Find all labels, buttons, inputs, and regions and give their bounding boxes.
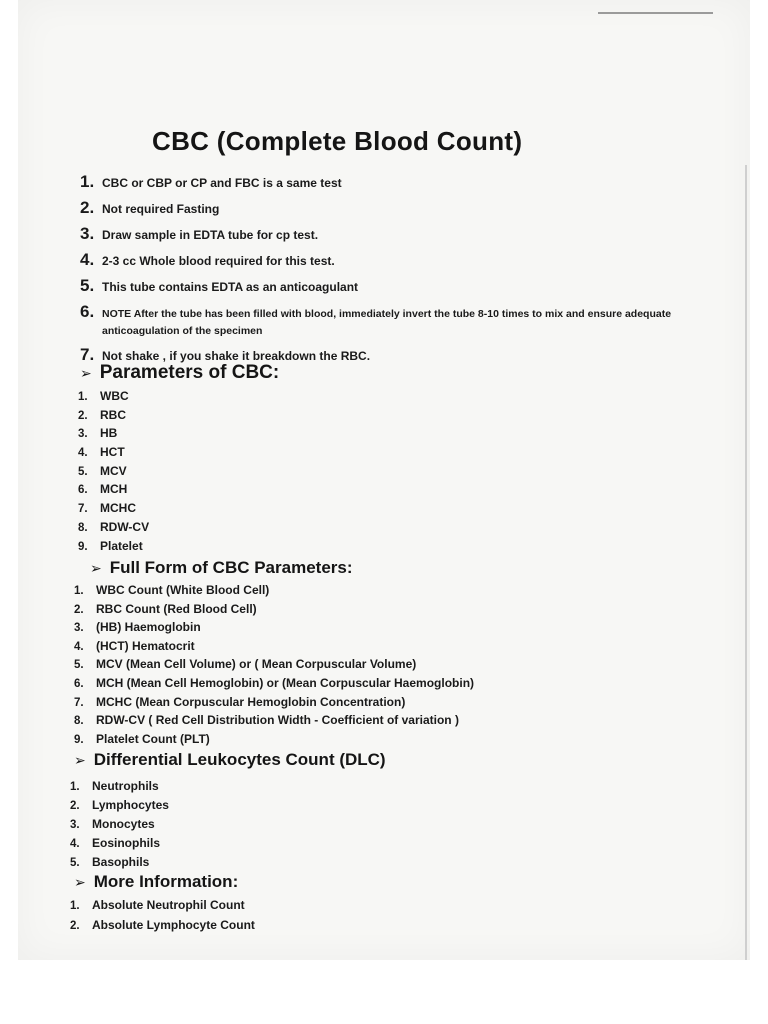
list-number: 9. (78, 540, 88, 553)
list-item-text: RBC (100, 407, 126, 422)
arrow-bullet-icon: ➢ (74, 752, 86, 768)
instruction-text: CBC or CBP or CP and FBC is a same test (102, 176, 342, 190)
list-item (74, 676, 474, 695)
instruction-item (80, 302, 700, 340)
list-number: 1. (70, 781, 80, 793)
list-item (70, 779, 169, 798)
arrow-bullet-icon: ➢ (74, 874, 86, 890)
instruction-number: 3. (80, 224, 95, 243)
list-item-text: Absolute Lymphocyte Count (92, 917, 255, 932)
list-item-text: MCHC (Mean Corpuscular Hemoglobin Concentration) (96, 694, 406, 709)
dlc-list (70, 779, 169, 874)
list-item (70, 817, 169, 836)
list-number: 5. (74, 659, 84, 672)
list-item-text: MCV (100, 463, 127, 478)
list-item (74, 602, 474, 621)
instruction-item (80, 250, 700, 271)
section-heading-text: More Information: (93, 872, 239, 891)
list-item-text: HCT (100, 445, 125, 460)
list-number: 7. (74, 696, 84, 709)
parameters-list (78, 389, 149, 557)
list-item-text: MCH (100, 482, 128, 497)
instruction-number: 4. (80, 250, 95, 269)
list-item-text: RDW-CV (100, 519, 150, 534)
list-item-text: (HCT) Hematocrit (96, 638, 195, 653)
list-item-text: Lymphocytes (92, 798, 169, 812)
list-number: 9. (74, 733, 84, 746)
page-edge-shadow (745, 165, 747, 960)
instruction-text: Draw sample in EDTA tube for cp test. (102, 228, 319, 242)
list-item-text: MCHC (100, 501, 136, 516)
list-number: 8. (78, 521, 88, 534)
list-item (78, 408, 149, 427)
list-number: 1. (70, 900, 80, 912)
list-number: 8. (74, 715, 84, 728)
instruction-number: 6. (80, 302, 95, 321)
list-item (78, 426, 149, 445)
list-item (74, 620, 474, 639)
list-number: 5. (78, 465, 88, 478)
list-item-text: Basophils (92, 855, 150, 869)
list-number: 2. (74, 603, 84, 616)
list-number: 1. (78, 391, 88, 403)
list-number: 7. (78, 503, 88, 516)
list-item-text: Eosinophils (92, 836, 161, 850)
list-item-text: Neutrophils (92, 779, 159, 793)
list-item-text: RDW-CV ( Red Cell Distribution Width - Coefficient of variation ) (96, 713, 459, 728)
list-item-text: HB (100, 426, 118, 441)
list-number: 6. (78, 484, 88, 497)
list-item (74, 713, 474, 732)
list-number: 1. (74, 585, 84, 597)
section-heading-more-info (74, 872, 238, 892)
list-item-text: Platelet (100, 538, 143, 553)
list-item (70, 798, 169, 817)
instruction-number: 7. (80, 345, 95, 364)
instruction-text: This tube contains EDTA as an anticoagulant (102, 280, 359, 294)
instruction-text: Not shake , if you shake it breakdown the RBC. (102, 349, 371, 363)
list-item (74, 695, 474, 714)
list-number: 2. (70, 800, 80, 812)
list-number: 2. (78, 409, 88, 422)
list-number: 4. (78, 447, 88, 460)
full-form-list (74, 583, 474, 750)
list-item (70, 918, 255, 938)
list-number: 2. (70, 919, 80, 932)
section-heading-text: Parameters of CBC: (99, 362, 280, 383)
list-item (74, 732, 474, 751)
list-item (78, 445, 149, 464)
instruction-item (80, 224, 700, 245)
list-item (74, 583, 474, 602)
list-item (78, 482, 149, 501)
section-heading-full-form (90, 558, 353, 578)
list-item-text: Platelet Count (PLT) (96, 731, 210, 746)
instruction-number: 1. (80, 172, 95, 191)
instruction-item (80, 198, 700, 219)
list-item (78, 539, 149, 558)
instruction-text: Not required Fasting (102, 202, 220, 216)
list-item (70, 898, 255, 918)
list-item-text: Monocytes (92, 817, 155, 831)
list-item-text: (HB) Haemoglobin (96, 620, 201, 635)
bottom-margin (0, 960, 768, 1024)
list-number: 3. (70, 819, 80, 831)
list-number: 6. (74, 677, 84, 690)
section-heading-dlc (74, 750, 386, 770)
more-info-list (70, 898, 255, 937)
list-item-text: Absolute Neutrophil Count (92, 898, 245, 912)
list-item (78, 520, 149, 539)
list-number: 3. (78, 428, 88, 441)
section-heading-parameters (80, 362, 279, 384)
instruction-number: 5. (80, 276, 95, 295)
top-rule (598, 12, 713, 14)
arrow-bullet-icon: ➢ (80, 365, 92, 381)
list-item (70, 836, 169, 855)
list-number: 5. (70, 857, 80, 869)
instruction-list (80, 172, 700, 371)
page-title: CBC (Complete Blood Count) (152, 126, 523, 156)
list-item (74, 639, 474, 658)
list-item-text: RBC Count (Red Blood Cell) (96, 601, 257, 616)
instruction-text: NOTE After the tube has been filled with blood, immediately invert the tube 8-10 times to mix and ensure adequate anticoagulation of the specimen (102, 308, 672, 337)
list-item (78, 464, 149, 483)
instruction-item (80, 276, 700, 297)
list-number: 4. (70, 838, 80, 850)
list-number: 3. (74, 622, 84, 635)
list-item (78, 501, 149, 520)
instruction-item (80, 172, 700, 193)
section-heading-text: Full Form of CBC Parameters: (109, 558, 353, 577)
list-item-text: WBC (100, 389, 129, 403)
list-number: 4. (74, 640, 84, 653)
instruction-number: 2. (80, 198, 95, 217)
list-item-text: WBC Count (White Blood Cell) (96, 583, 270, 597)
instruction-text: 2-3 cc Whole blood required for this test. (102, 254, 335, 268)
section-heading-text: Differential Leukocytes Count (DLC) (93, 750, 386, 769)
list-item-text: MCH (Mean Cell Hemoglobin) or (Mean Corpuscular Haemoglobin) (96, 675, 475, 690)
list-item (78, 389, 149, 408)
list-item (74, 657, 474, 676)
arrow-bullet-icon: ➢ (90, 560, 102, 576)
list-item-text: MCV (Mean Cell Volume) or ( Mean Corpuscular Volume) (96, 657, 417, 672)
